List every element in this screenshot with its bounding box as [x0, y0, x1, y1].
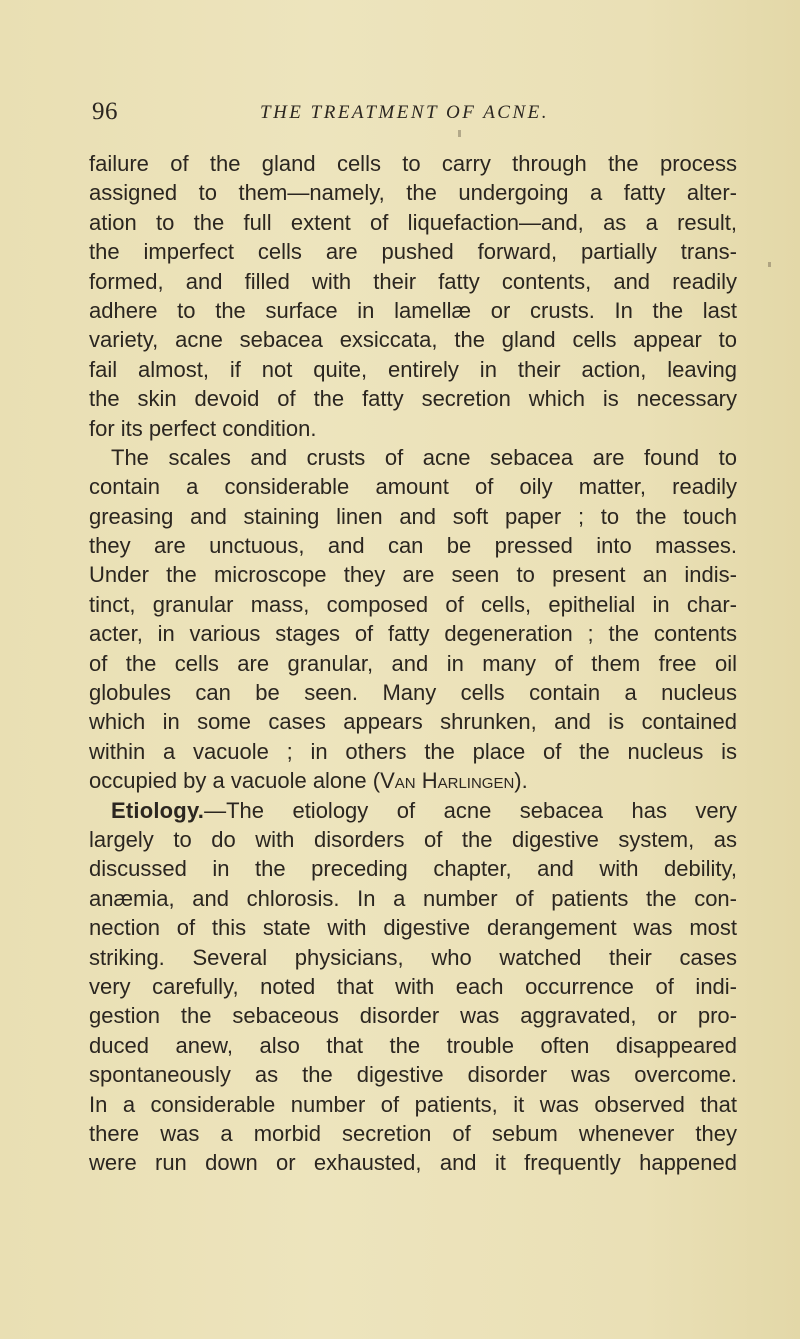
text-line: globules can be seen. Many cells contain a nucleus: [89, 680, 737, 706]
text-line: Under the microscope they are seen to present an indis-: [89, 562, 737, 588]
text-line: were run down or exhausted, and it frequently happened: [89, 1150, 737, 1176]
text-line: for its perfect condition.: [89, 415, 317, 441]
text-line: assigned to them—namely, the undergoing a fatty alter-: [89, 180, 737, 206]
citation-prefix: occupied by a vacuole alone (: [89, 768, 381, 794]
body-text: [89, 149, 737, 1178]
text-line: which in some cases appears shrunken, and is contained: [89, 709, 737, 735]
text-line: fail almost, if not quite, entirely in their action, leaving: [89, 356, 737, 382]
running-head-title: THE TREATMENT OF ACNE.: [260, 102, 550, 123]
text-line: within a vacuole ; in others the place of the nucleus is: [89, 738, 737, 764]
text-line: duced anew, also that the trouble often disappeared: [89, 1032, 737, 1058]
text-line: spontaneously as the digestive disorder was overcome.: [89, 1062, 737, 1088]
text-line: they are unctuous, and can be pressed into masses.: [89, 533, 737, 559]
text-line: nection of this state with digestive derangement was most: [89, 915, 737, 941]
text-line: the imperfect cells are pushed forward, partially trans-: [89, 239, 737, 265]
text-line: contain a considerable amount of oily matter, readily: [89, 474, 737, 500]
text-line-citation: [89, 766, 737, 795]
print-speck: [458, 130, 461, 137]
text-line: acter, in various stages of fatty degeneration ; the contents: [89, 621, 737, 647]
text-line: tinct, granular mass, composed of cells, epithelial in char-: [89, 591, 737, 617]
text-line: greasing and staining linen and soft paper ; to the touch: [89, 503, 737, 529]
paragraph-start-line: [89, 796, 737, 825]
text-line: adhere to the surface in lamellæ or crusts. In the last: [89, 297, 737, 323]
text-line: In a considerable number of patients, it was observed that: [89, 1091, 737, 1117]
text-line: of the cells are granular, and in many of them free oil: [89, 650, 737, 676]
text-line: the skin devoid of the fatty secretion which is necessary: [89, 386, 737, 412]
paragraph-start-line: The scales and crusts of acne sebacea are found to: [111, 444, 737, 470]
text-line: failure of the gland cells to carry through the process: [89, 151, 737, 176]
text-line: anæmia, and chlorosis. In a number of patients the con-: [89, 885, 737, 911]
citation-author: Van Harlingen: [380, 768, 515, 794]
page-number: 96: [92, 98, 118, 125]
text-line: striking. Several physicians, who watched their cases: [89, 944, 737, 970]
text-line: formed, and filled with their fatty contents, and readily: [89, 268, 737, 294]
text-line: gestion the sebaceous disorder was aggravated, or pro-: [89, 1003, 737, 1029]
print-speck: [768, 262, 771, 267]
citation-suffix: ).: [514, 768, 528, 794]
text-run: —The etiology of acne sebacea has very: [204, 797, 737, 823]
text-line: variety, acne sebacea exsiccata, the gland cells appear to: [89, 327, 737, 353]
section-heading-etiology: Etiology.: [111, 797, 205, 823]
text-line: ation to the full extent of liquefaction—and, as a result,: [89, 209, 737, 235]
text-line: there was a morbid secretion of sebum whenever they: [89, 1120, 737, 1146]
text-line: very carefully, noted that with each occurrence of indi-: [89, 973, 737, 999]
text-line: discussed in the preceding chapter, and with debility,: [89, 856, 737, 882]
text-line: largely to do with disorders of the digestive system, as: [89, 826, 737, 852]
running-head: [92, 98, 732, 130]
